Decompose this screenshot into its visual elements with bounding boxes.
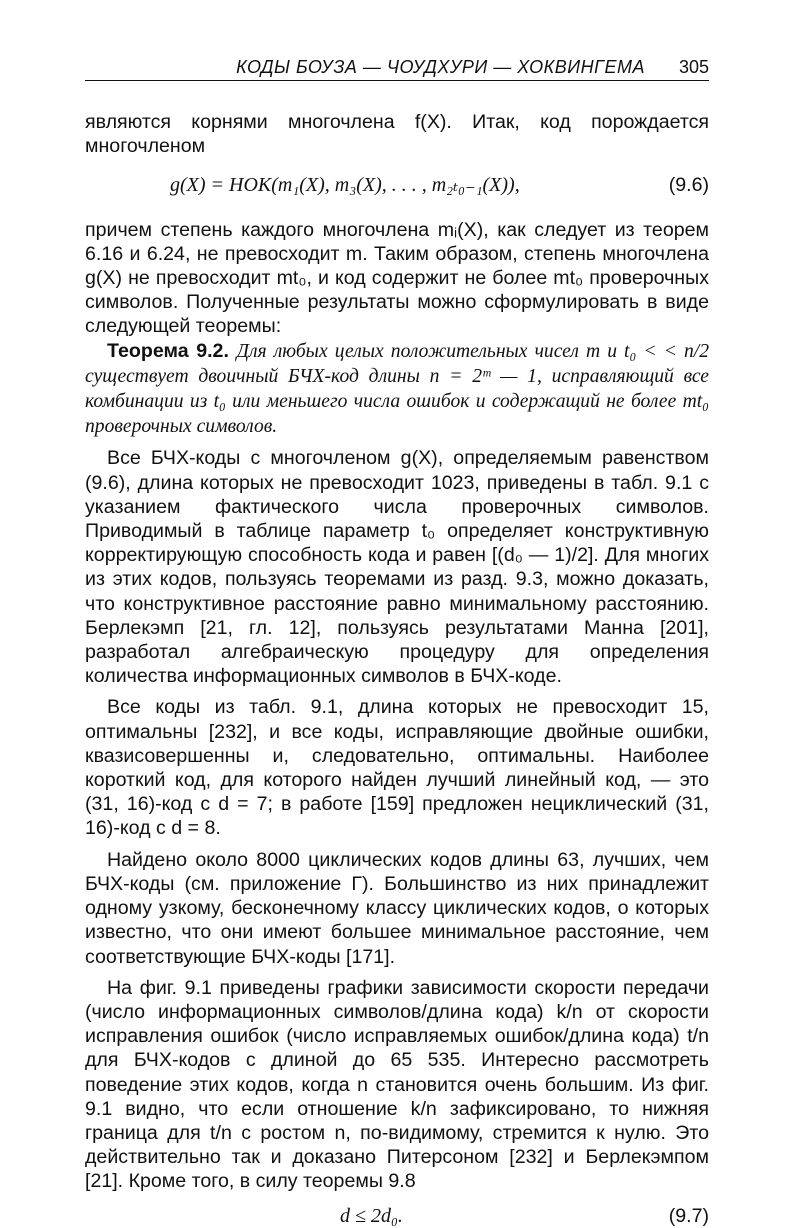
paragraph: Все коды из табл. 9.1, длина которых не превосходит 15, оптимальны [232], и все коды, исправляющие двойные ошибки, квазисовершенны и, следовательно, оптимальны. Наиболее короткий код, для которого найден лучший линейный код, — это (31, 16)-код с d = 7; в работе [159] предложен нециклический (31, 16)-код с d = 8.	[85, 696, 709, 840]
running-header	[85, 57, 709, 81]
equation-formula: g(X) = НОК(m₁(X), m₃(X), . . . , m₂ₜ₀₋₁(X)),	[170, 174, 520, 197]
paragraph: Все БЧХ-коды с многочленом g(X), определяемым равенством (9.6), длина которых не превосходит 1023, приведены в табл. 9.1 с указанием фактического числа проверочных символов. Приводимый в таблице параметр t₀ определяет конструктивную корректирующую способность кода и равен [(d₀ — 1)/2]. Для многих из этих кодов, пользуясь теоремами из разд. 9.3, можно доказать, что конструктивное расстояние равно минимальному расстоянию. Берлекэмп [21, гл. 12], пользуясь результатами Манна [201], разработал алгебраическую процедуру для определения количества информационных символов в БЧХ-коде.	[85, 447, 709, 688]
equation-9-7	[85, 1204, 709, 1228]
equation-9-6	[85, 173, 709, 197]
equation-formula: d ≤ 2d₀.	[340, 1204, 403, 1227]
equation-number: (9.6)	[668, 174, 709, 197]
paragraph: Найдено около 8000 циклических кодов длины 63, лучших, чем БЧХ-коды (см. приложение Г). Большинство из них принадлежит одному узкому, бесконечному классу циклических кодов, о которых известно, что они имеют большее минимальное расстояние, чем соответствующие БЧХ-коды [171].	[85, 848, 709, 968]
paragraph: причем степень каждого многочлена mᵢ(X), как следует из теорем 6.16 и 6.24, не превосходит m. Таким образом, степень многочлена g(X) не превосходит mt₀, и код содержит не более mt₀ проверочных символов. Полученные результаты можно сформулировать в виде следующей теоремы:	[85, 218, 709, 338]
theorem-text: Для любых целых положительных чисел m и t₀ < < n/2 существует двоичный БЧХ-код длины n = 2ᵐ — 1, исправляющий все комбинации из t₀ или меньшего числа ошибок и содержащий не более mt₀ проверочных символов.	[85, 340, 709, 438]
theorem-9-2	[85, 339, 709, 440]
page-number: 305	[678, 57, 709, 77]
paragraph: На фиг. 9.1 приведены графики зависимости скорости передачи (число информационных символов/длина кода) k/n от скорости исправления ошибок (число исправляемых ошибок/длина кода) t/n для БЧХ-кодов с длиной до 65 535. Интересно рассмотреть поведение этих кодов, когда n становится очень большим. Из фиг. 9.1 видно, что если отношение k/n зафиксировано, то нижняя граница для t/n с ростом n, по-видимому, стремится к нулю. Это действительно так и доказано Питерсоном [232] и Берлекэмпом [21]. Кроме того, в силу теоремы 9.8	[85, 976, 709, 1193]
running-title: КОДЫ БОУЗА — ЧОУДХУРИ — ХОКВИНГЕМА	[236, 57, 645, 77]
equation-number: (9.7)	[668, 1204, 709, 1227]
paragraph-continuation: являются корнями многочлена f(X). Итак, код порождается многочленом	[85, 111, 709, 158]
theorem-label: Теорема 9.2.	[107, 339, 229, 362]
page-body	[85, 110, 709, 1228]
